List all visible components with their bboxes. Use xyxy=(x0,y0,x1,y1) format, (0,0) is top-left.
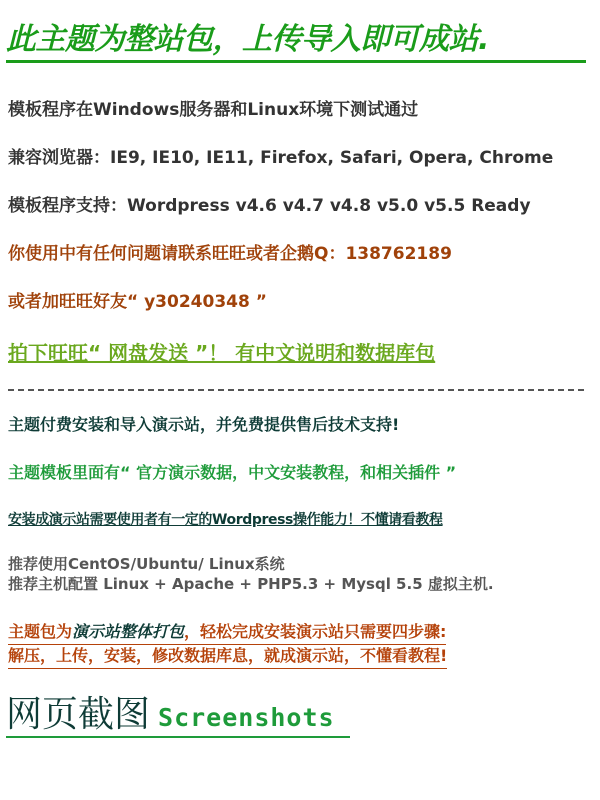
package-suffix: ，轻松完成安装演示站只需要四步骤: xyxy=(184,622,447,641)
contact-qq: 你使用中有任何问题请联系旺旺或者企鹅Q：138762189 xyxy=(8,244,452,264)
package-note xyxy=(8,620,446,645)
package-contents: 主题模板里面有“ 官方演示数据，中文安装教程，和相关插件 ” xyxy=(8,463,457,482)
install-service: 主题付费安装和导入演示站，并免费提供售后技术支持! xyxy=(8,415,400,434)
package-prefix: 主题包为 xyxy=(8,622,73,641)
env-note: 模板程序在Windows服务器和Linux环境下测试通过 xyxy=(8,100,419,120)
screenshots-heading-cn: 网页截图 xyxy=(6,694,151,735)
browser-compat: 兼容浏览器：IE9, IE10, IE11, Firefox, Safari, Opera, Chrome xyxy=(8,148,554,168)
contact-wangwang: 或者加旺旺好友“ y30240348 ” xyxy=(8,292,267,312)
recommend-host: 推荐主机配置 Linux + Apache + PHP5.3 + Mysql 5.5 虚拟主机. xyxy=(8,575,494,593)
page-title: 此主题为整站包，上传导入即可成站. xyxy=(6,20,586,63)
screenshots-underline xyxy=(6,736,350,738)
screenshots-heading-en: Screenshots xyxy=(158,703,335,732)
ability-note[interactable]: 安装成演示站需要使用者有一定的Wordpress操作能力！不懂请看教程 xyxy=(8,512,443,528)
package-steps: 解压，上传，安装，修改数据库息，就成演示站，不懂看教程! xyxy=(8,644,447,669)
package-emphasis: 演示站整体打包 xyxy=(72,622,185,641)
program-support: 模板程序支持：Wordpress v4.6 v4.7 v4.8 v5.0 v5.5 Ready xyxy=(8,196,531,216)
offer-link[interactable]: 拍下旺旺“ 网盘发送 ”！ 有中文说明和数据库包 xyxy=(8,341,436,365)
screenshots-heading xyxy=(6,693,335,740)
recommend-os: 推荐使用CentOS/Ubuntu/ Linux系统 xyxy=(8,555,285,573)
divider xyxy=(8,389,584,391)
